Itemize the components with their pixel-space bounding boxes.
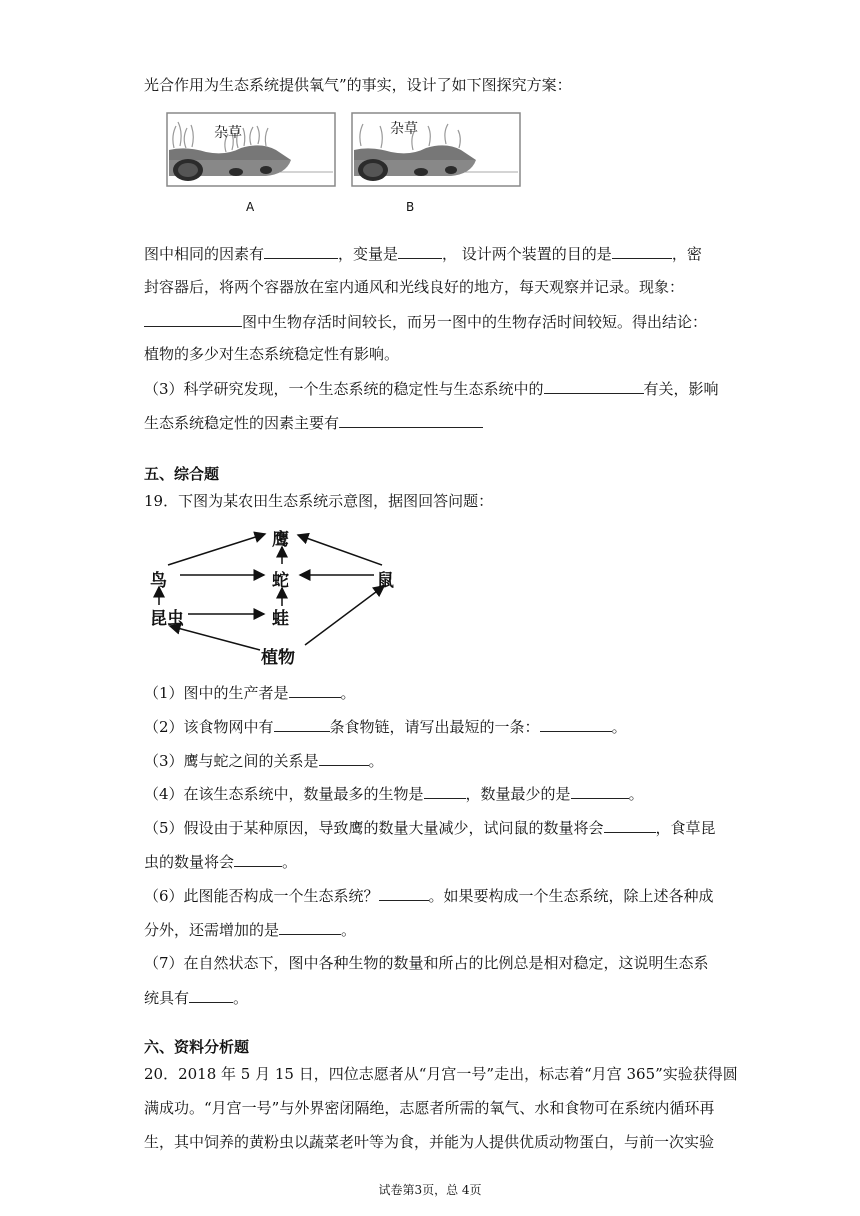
- q18-3-line2: [144, 412, 483, 433]
- answer-blank[interactable]: [234, 851, 282, 867]
- text: 有关，影响: [643, 380, 719, 398]
- intro-line: 光合作用为生态系统提供氧气”的事实，设计了如下图探究方案：: [144, 76, 572, 94]
- text: （5）假设由于某种原因，导致鹰的数量大量减少，试问鼠的数量将会: [144, 819, 604, 837]
- text: 虫的数量将会: [144, 853, 235, 871]
- q19-7-line2: [144, 987, 248, 1008]
- section-6-title: 六、资料分析题: [144, 1038, 250, 1056]
- p1-line2: 封容器后，将两个容器放在室内通风和光线良好的地方，每天观察并记录。现象：: [144, 278, 685, 296]
- answer-blank[interactable]: [379, 885, 429, 901]
- text: ，食草昆: [655, 819, 716, 837]
- p1-line1: [144, 243, 702, 264]
- q20-line2: 满成功。“月宫一号”与外界密闭隔绝，志愿者所需的氧气、水和食物可在系统内循环再: [144, 1099, 715, 1117]
- text: 图中相同的因素有: [144, 245, 265, 263]
- answer-blank[interactable]: [540, 716, 612, 732]
- answer-blank[interactable]: [339, 412, 483, 428]
- caption-b: B: [406, 200, 415, 214]
- q19-5-line1: [144, 817, 716, 838]
- text: （3）鹰与蛇之间的关系是: [144, 752, 319, 770]
- q19-1: [144, 682, 356, 703]
- experiment-figure-a: [166, 112, 336, 187]
- text: 。如果要构成一个生态系统，除上述各种成: [428, 887, 714, 905]
- section-5-title: 五、综合题: [144, 465, 220, 483]
- weed-label-b: 杂草: [390, 121, 418, 137]
- text: （2）该食物网中有: [144, 718, 274, 736]
- text: 。: [282, 853, 298, 871]
- q19-2: [144, 716, 627, 737]
- q19-6-line2: [144, 919, 356, 940]
- answer-blank[interactable]: [612, 243, 672, 259]
- q19-intro: 19．下图为某农田生态系统示意图，据图回答问题：: [144, 492, 494, 510]
- node-plant: 植物: [261, 648, 295, 668]
- answer-blank[interactable]: [319, 750, 369, 766]
- text: ，密: [671, 245, 702, 263]
- page-footer: 试卷第3页，总 4页: [378, 1183, 482, 1197]
- node-snake: 蛇: [272, 571, 289, 591]
- q18-3-line1: [144, 378, 719, 399]
- text: ， 设计两个装置的目的是: [442, 245, 612, 263]
- text: 生态系统稳定性的因素主要有: [144, 414, 340, 432]
- text: 统具有: [144, 989, 190, 1007]
- text: 分外，还需增加的是: [144, 921, 280, 939]
- answer-blank[interactable]: [279, 919, 341, 935]
- text: 。: [340, 684, 356, 702]
- node-mouse: 鼠: [377, 571, 394, 591]
- answer-blank[interactable]: [144, 311, 242, 327]
- p1-line3: [144, 311, 707, 332]
- node-insect: 昆虫: [150, 609, 184, 629]
- answer-blank[interactable]: [264, 243, 338, 259]
- answer-blank[interactable]: [189, 987, 233, 1003]
- answer-blank[interactable]: [274, 716, 330, 732]
- text: 。: [341, 921, 357, 939]
- text: 图中生物存活时间较长，而另一图中的生物存活时间较短。得出结论：: [242, 313, 708, 331]
- q20-line3: 生，其中饲养的黄粉虫以蔬菜老叶等为食，并能为人提供优质动物蛋白，与前一次实验: [144, 1133, 715, 1151]
- text: 。: [611, 718, 627, 736]
- caption-a: A: [246, 200, 255, 214]
- node-frog: 蛙: [272, 609, 289, 629]
- node-bird: 鸟: [150, 571, 167, 591]
- experiment-figure-b: [351, 112, 521, 187]
- answer-blank[interactable]: [604, 817, 656, 833]
- answer-blank[interactable]: [289, 682, 341, 698]
- answer-blank[interactable]: [424, 783, 466, 799]
- q19-4: [144, 783, 644, 804]
- weed-label-a: 杂草: [214, 125, 242, 141]
- text: 条食物链，请写出最短的一条：: [329, 718, 540, 736]
- text: （3）科学研究发现，一个生态系统的稳定性与生态系统中的: [144, 380, 544, 398]
- answer-blank[interactable]: [544, 378, 644, 394]
- p1-line4: 植物的多少对生态系统稳定性有影响。: [144, 345, 400, 363]
- node-eagle: 鹰: [272, 530, 289, 550]
- text: 。: [368, 752, 384, 770]
- q19-7-line1: （7）在自然状态下，图中各种生物的数量和所占的比例总是相对稳定，这说明生态系: [144, 954, 709, 972]
- text: 。: [628, 785, 644, 803]
- q19-6-line1: [144, 885, 714, 906]
- answer-blank[interactable]: [398, 243, 442, 259]
- answer-blank[interactable]: [571, 783, 629, 799]
- q20-line1: 20．2018 年 5 月 15 日，四位志愿者从“月宫一号”走出，标志着“月宫 365”实验获得圆: [144, 1065, 738, 1083]
- text: （4）在该生态系统中，数量最多的生物是: [144, 785, 424, 803]
- text: ，数量最少的是: [465, 785, 571, 803]
- q19-3: [144, 750, 384, 771]
- text: （6）此图能否构成一个生态系统？: [144, 887, 379, 905]
- text: 。: [233, 989, 249, 1007]
- q19-5-line2: [144, 851, 297, 872]
- text: ，变量是: [338, 245, 399, 263]
- text: （1）图中的生产者是: [144, 684, 289, 702]
